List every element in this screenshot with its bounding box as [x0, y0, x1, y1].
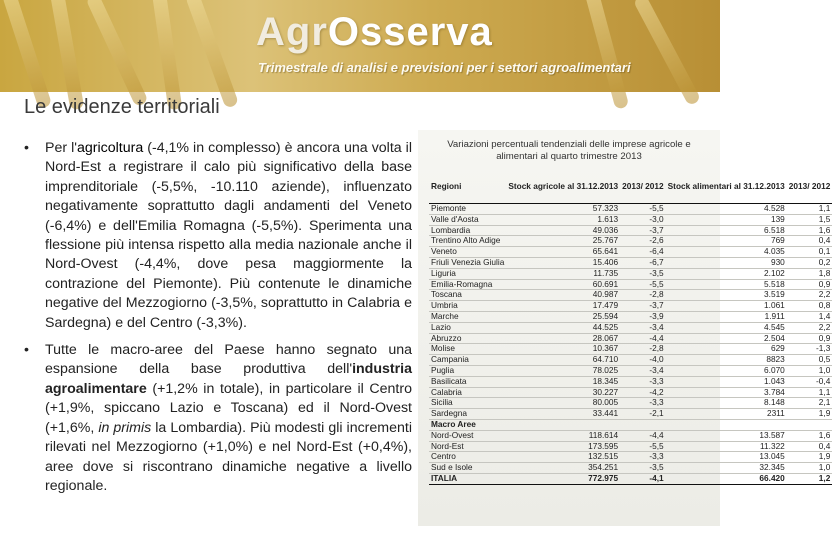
table-cell: 1,8: [787, 268, 832, 279]
table-cell: -4,0: [620, 355, 666, 366]
table-row: [429, 311, 832, 322]
table-cell: 1,9: [787, 452, 832, 463]
wheat-decoration: [152, 0, 183, 110]
table-cell: -5,5: [620, 204, 666, 215]
table-cell: 66.420: [666, 473, 787, 484]
table-cell: 44.525: [506, 322, 620, 333]
region-name-cell: Lombardia: [429, 225, 506, 236]
region-name-cell: Nord-Ovest: [429, 430, 506, 441]
table-cell: 1.061: [666, 301, 787, 312]
table-cell: 4.528: [666, 204, 787, 215]
region-name-cell: Puglia: [429, 365, 506, 376]
table-cell: 8.148: [666, 398, 787, 409]
total-row: [429, 473, 832, 484]
stats-table: [429, 169, 832, 485]
table-cell: 32.345: [666, 463, 787, 474]
macro-area-row: [429, 430, 832, 441]
table-cell: 13.587: [666, 430, 787, 441]
region-name-cell: Marche: [429, 311, 506, 322]
table-cell: -3,3: [620, 452, 666, 463]
table-cell: -3,3: [620, 398, 666, 409]
keyword-industria: industria agroalimentare: [45, 361, 412, 397]
table-cell: 64.710: [506, 355, 620, 366]
header-banner: [0, 0, 720, 92]
col-header-stock-agricole: Stock agricole al 31.12.2013: [506, 169, 620, 204]
table-header-row: [429, 169, 832, 204]
wheat-decoration: [585, 0, 630, 110]
brand-tagline: Trimestrale di analisi e previsioni per i settori agroalimentari: [258, 60, 631, 75]
table-row: [429, 204, 832, 215]
table-cell: -3,4: [620, 365, 666, 376]
table-cell: 4.545: [666, 322, 787, 333]
table-cell: -4,4: [620, 333, 666, 344]
region-name-cell: Valle d'Aosta: [429, 214, 506, 225]
table-cell: 629: [666, 344, 787, 355]
table-row: [429, 236, 832, 247]
table-cell: 60.691: [506, 279, 620, 290]
brand-logo: AgrOsserva: [256, 10, 493, 54]
table-cell: 1,0: [787, 463, 832, 474]
region-name-cell: Sicilia: [429, 398, 506, 409]
table-cell: 1,5: [787, 214, 832, 225]
table-cell: 11.322: [666, 441, 787, 452]
table-cell: 28.067: [506, 333, 620, 344]
region-name-cell: Veneto: [429, 247, 506, 258]
table-cell: 1,4: [787, 311, 832, 322]
table-cell: -4,1: [620, 473, 666, 484]
table-cell: 18.345: [506, 376, 620, 387]
table-cell: -3,0: [620, 214, 666, 225]
table-row: [429, 365, 832, 376]
table-row: [429, 279, 832, 290]
table-cell: -3,7: [620, 225, 666, 236]
table-cell: 1,1: [787, 204, 832, 215]
table-cell: 1,6: [787, 430, 832, 441]
table-cell: 3.784: [666, 387, 787, 398]
table-cell: 354.251: [506, 463, 620, 474]
table-cell: 1,0: [787, 365, 832, 376]
table-cell: 6.518: [666, 225, 787, 236]
table-cell: -3,9: [620, 311, 666, 322]
table-cell: 4.035: [666, 247, 787, 258]
table-cell: 173.595: [506, 441, 620, 452]
table-cell: -6,4: [620, 247, 666, 258]
table-cell: -3,5: [620, 268, 666, 279]
macro-area-label: Macro Aree: [429, 419, 832, 430]
table-cell: 11.735: [506, 268, 620, 279]
region-name-cell: Abruzzo: [429, 333, 506, 344]
table-cell: 10.367: [506, 344, 620, 355]
col-header-regioni: Regioni: [429, 169, 506, 204]
table-cell: 13.045: [666, 452, 787, 463]
table-cell: 17.479: [506, 301, 620, 312]
region-name-cell: Emilia-Romagna: [429, 279, 506, 290]
table-cell: 1,2: [787, 473, 832, 484]
macro-area-header-row: [429, 419, 832, 430]
table-cell: 78.025: [506, 365, 620, 376]
col-header-stock-alimentari: Stock alimentari al 31.12.2013: [666, 169, 787, 204]
table-cell: 80.005: [506, 398, 620, 409]
table-cell: -2,8: [620, 290, 666, 301]
region-name-cell: Toscana: [429, 290, 506, 301]
col-header-var-agricole: 2013/ 2012: [620, 169, 666, 204]
region-name-cell: Liguria: [429, 268, 506, 279]
table-cell: 8823: [666, 355, 787, 366]
region-name-cell: Umbria: [429, 301, 506, 312]
wheat-decoration: [85, 0, 148, 107]
table-cell: 33.441: [506, 409, 620, 420]
wheat-decoration: [50, 0, 85, 110]
table-cell: 0,5: [787, 355, 832, 366]
table-cell: 132.515: [506, 452, 620, 463]
table-cell: 0,2: [787, 257, 832, 268]
wheat-decoration: [185, 0, 239, 109]
table-cell: 1,6: [787, 225, 832, 236]
table-row: [429, 257, 832, 268]
table-row: [429, 214, 832, 225]
table-cell: 769: [666, 236, 787, 247]
table-row: [429, 355, 832, 366]
table-cell: 49.036: [506, 225, 620, 236]
table-cell: -0,4: [787, 376, 832, 387]
table-cell: 2,2: [787, 322, 832, 333]
table-row: [429, 398, 832, 409]
region-name-cell: Campania: [429, 355, 506, 366]
keyword-agricoltura: agricoltura: [76, 140, 144, 156]
table-cell: -4,2: [620, 387, 666, 398]
table-cell: -3,5: [620, 463, 666, 474]
table-cell: 1.043: [666, 376, 787, 387]
table-cell: 3.519: [666, 290, 787, 301]
table-cell: 57.323: [506, 204, 620, 215]
region-name-cell: Molise: [429, 344, 506, 355]
macro-area-row: [429, 441, 832, 452]
table-cell: 930: [666, 257, 787, 268]
region-name-cell: Trentino Alto Adige: [429, 236, 506, 247]
table-cell: -3,7: [620, 301, 666, 312]
region-name-cell: ITALIA: [429, 473, 506, 484]
table-cell: -5,5: [620, 441, 666, 452]
table-row: [429, 344, 832, 355]
col-header-var-alimentari: 2013/ 2012: [787, 169, 832, 204]
table-cell: 2,2: [787, 290, 832, 301]
table-cell: 2,1: [787, 398, 832, 409]
region-name-cell: Basilicata: [429, 376, 506, 387]
table-cell: -4,4: [620, 430, 666, 441]
table-row: [429, 247, 832, 258]
wheat-decoration: [633, 0, 702, 106]
table-cell: 40.987: [506, 290, 620, 301]
table-cell: 1,1: [787, 387, 832, 398]
region-name-cell: Centro: [429, 452, 506, 463]
region-name-cell: Nord-Est: [429, 441, 506, 452]
table-cell: -2,6: [620, 236, 666, 247]
table-cell: 2.504: [666, 333, 787, 344]
table-cell: 25.594: [506, 311, 620, 322]
table-row: [429, 290, 832, 301]
table-cell: 25.767: [506, 236, 620, 247]
macro-area-row: [429, 463, 832, 474]
bullet-industria: • Tutte le macro-aree del Paese hanno segnato una espansione della base produttiva dell'industria agroalimentare (+1,2% in totale), in particolare il Centro (+1,9%, spiccano Lazio e Toscana) ed il Nord-Ovest (+1,6%, in primis la Lombardia). Più modesti gli incrementi rilevati nel Mezzogiorno (+1,0%) e nel Nord-Est (+0,4%), aree dove si riscontrano dinamiche negative a livello regionale.: [24, 342, 412, 494]
table-cell: -3,3: [620, 376, 666, 387]
bullet-icon: •: [24, 140, 29, 156]
wheat-decoration: [2, 0, 52, 109]
table-cell: 1.911: [666, 311, 787, 322]
table-cell: -2,8: [620, 344, 666, 355]
table-row: [429, 225, 832, 236]
bullet-agricoltura: • Per l'agricoltura (-4,1% in complesso) è ancora una volta il Nord-Est a registrare il calo più significativo della base imprenditoriale (-5,5%, -10.110 aziende), influenzato negativamente soprattutto dagli andamenti del Veneto (-6,4%) e dell'Emilia Romagna (-5,5%). Sperimenta una flessione più intensa rispetto alla media nazionale anche il Nord-Ovest (-4,4%, dove pesa maggiormente la contrazione del Piemonte). Più contenute le dinamiche negative del Mezzogiorno (-3,5%, soprattutto in Calabria e Sardegna) e del Centro (-3,3%).: [24, 140, 412, 331]
table-cell: 0,8: [787, 301, 832, 312]
macro-area-row: [429, 452, 832, 463]
bullet-list: [24, 139, 412, 504]
page-title: Le evidenze territoriali: [24, 96, 220, 118]
table-cell: 0,4: [787, 441, 832, 452]
table-row: [429, 387, 832, 398]
table-cell: 0,1: [787, 247, 832, 258]
table-row: [429, 322, 832, 333]
table-row: [429, 409, 832, 420]
table-row: [429, 376, 832, 387]
table-row: [429, 301, 832, 312]
table-cell: 6.070: [666, 365, 787, 376]
table-cell: 2.102: [666, 268, 787, 279]
table-cell: 1,9: [787, 409, 832, 420]
table-cell: 65.641: [506, 247, 620, 258]
table-cell: 2311: [666, 409, 787, 420]
table-cell: -3,4: [620, 322, 666, 333]
region-name-cell: Piemonte: [429, 204, 506, 215]
table-cell: 118.614: [506, 430, 620, 441]
table-cell: 0,9: [787, 333, 832, 344]
table-cell: -1,3: [787, 344, 832, 355]
table-row: [429, 333, 832, 344]
table-cell: 5.518: [666, 279, 787, 290]
table-cell: 15.406: [506, 257, 620, 268]
table-cell: 0,4: [787, 236, 832, 247]
bullet-icon: •: [24, 342, 29, 359]
table-cell: -6,7: [620, 257, 666, 268]
region-name-cell: Friuli Venezia Giulia: [431, 256, 505, 267]
table-cell: 139: [666, 214, 787, 225]
table-row: [429, 268, 832, 279]
table-caption: Variazioni percentuali tendenziali delle imprese agricole e alimentari al quarto trimestre 2013: [447, 139, 691, 162]
region-name-cell: Lazio: [429, 322, 506, 333]
table-cell: 1.613: [506, 214, 620, 225]
region-name-cell: Sardegna: [429, 409, 506, 420]
region-name-cell: Calabria: [429, 387, 506, 398]
table-cell: 30.227: [506, 387, 620, 398]
table-cell: -2,1: [620, 409, 666, 420]
table-cell: -5,5: [620, 279, 666, 290]
region-name-cell: Sud e Isole: [429, 463, 506, 474]
table-cell: 0,9: [787, 279, 832, 290]
table-cell: 772.975: [506, 473, 620, 484]
table-panel: [418, 130, 831, 526]
